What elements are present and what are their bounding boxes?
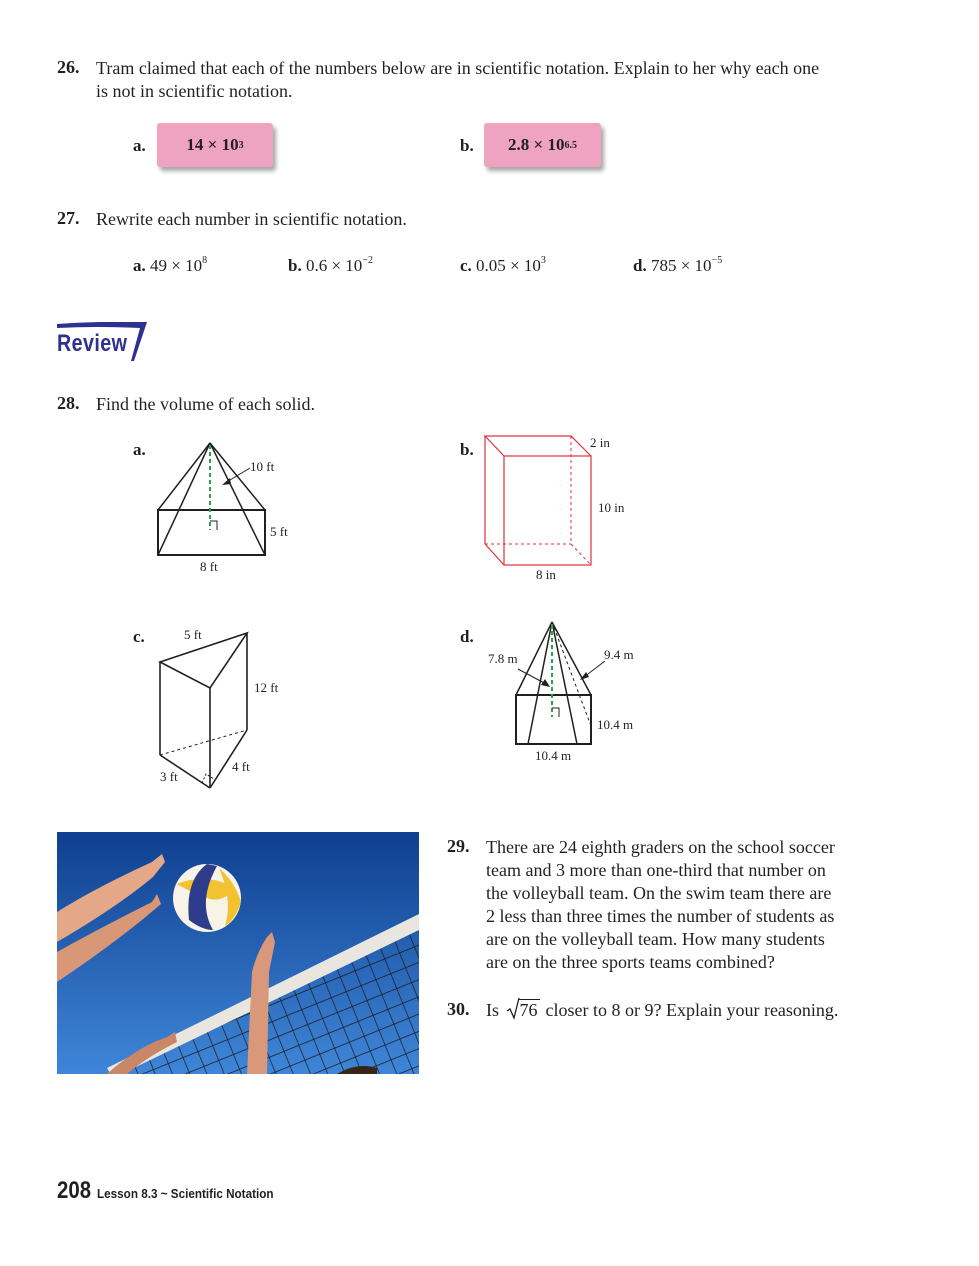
q28-a-base-label: 8 ft xyxy=(200,559,218,574)
q29-line-4: 2 less than three times the number of students as xyxy=(486,906,835,926)
sqrt-symbol-icon xyxy=(506,997,520,1021)
q26-a-label: a. xyxy=(133,136,146,155)
q30-radicand: 76 xyxy=(519,1000,538,1020)
q26-a-base: 14 × 10 xyxy=(186,135,239,154)
q29-line-5: are on the volleyball team. How many students xyxy=(486,929,825,949)
q26-b-card xyxy=(484,123,601,167)
q28-d-height-label: 7.8 m xyxy=(488,651,518,666)
question-28-number: 28. xyxy=(57,393,80,413)
question-26-line2: is not in scientific notation. xyxy=(96,81,293,101)
q27-part-d xyxy=(633,255,722,276)
q27-d-exp: −5 xyxy=(711,255,723,266)
question-30-text xyxy=(486,999,838,1022)
q28-b-label: b. xyxy=(460,440,474,459)
q26-b-exp: 6.5 xyxy=(564,139,577,151)
q28-b-width-label: 8 in xyxy=(536,567,556,582)
q28-b-figure xyxy=(478,430,648,585)
question-26-line1: Tram claimed that each of the numbers below are in scientific notation. Explain to her why each one xyxy=(96,58,820,78)
q27-a-base: 49 × 10 xyxy=(150,256,203,275)
q28-c-height-label: 12 ft xyxy=(254,680,279,695)
q27-part-b xyxy=(288,255,373,276)
q27-b-label: b. xyxy=(288,256,302,275)
q29-line-1: There are 24 eighth graders on the school soccer xyxy=(486,837,835,857)
q26-b-base: 2.8 × 10 xyxy=(508,135,565,154)
q30-post: closer to 8 or 9? Explain your reasoning. xyxy=(545,1000,839,1020)
q28-a-label: a. xyxy=(133,440,146,459)
q28-a-height-label: 5 ft xyxy=(270,524,288,539)
q28-a-figure xyxy=(150,435,310,580)
q27-part-a xyxy=(133,255,207,276)
question-27-text: Rewrite each number in scientific notation. xyxy=(96,209,407,229)
volleyball-photo xyxy=(57,832,419,1074)
question-27-number: 27. xyxy=(57,208,80,228)
q27-c-base: 0.05 × 10 xyxy=(476,256,541,275)
q30-sqrt xyxy=(506,999,540,1022)
q29-line-6: are on the three sports teams combined? xyxy=(486,952,775,972)
q26-a-card xyxy=(157,123,273,167)
q27-a-exp: 8 xyxy=(202,255,208,266)
q28-d-figure xyxy=(480,615,650,770)
q27-a-label: a. xyxy=(133,256,146,275)
question-29-text xyxy=(486,836,835,974)
q27-part-c xyxy=(460,255,546,276)
footer-lesson-title: Lesson 8.3 ~ Scientific Notation xyxy=(97,1186,274,1201)
q28-c-figure xyxy=(150,620,300,792)
q27-d-base: 785 × 10 xyxy=(650,256,712,275)
q28-c-side1-label: 3 ft xyxy=(160,769,178,784)
q28-d-base-label: 10.4 m xyxy=(535,748,572,763)
question-28-text: Find the volume of each solid. xyxy=(96,394,315,414)
q27-c-label: c. xyxy=(460,256,472,275)
q28-c-label: c. xyxy=(133,627,145,646)
q27-c-exp: 3 xyxy=(540,255,546,266)
q28-d-side-label: 10.4 m xyxy=(597,717,634,732)
q29-line-2: team and 3 more than one-third that number on xyxy=(486,860,826,880)
q28-d-slant-label: 9.4 m xyxy=(604,647,634,662)
q26-b-label: b. xyxy=(460,136,474,155)
q29-line-3: the volleyball team. On the swim team there are xyxy=(486,883,832,903)
q26-a-exp: 3 xyxy=(238,139,244,151)
review-heading: Review xyxy=(57,330,128,357)
q28-c-top-label: 5 ft xyxy=(184,627,202,642)
q27-b-base: 0.6 × 10 xyxy=(305,256,363,275)
question-26-text xyxy=(96,57,819,103)
q28-b-height-label: 10 in xyxy=(598,500,625,515)
q30-pre: Is xyxy=(486,1000,499,1020)
q28-d-label: d. xyxy=(460,627,474,646)
q28-c-side2-label: 4 ft xyxy=(232,759,250,774)
q28-b-depth-label: 2 in xyxy=(590,435,610,450)
q28-a-slant-label: 10 ft xyxy=(250,459,275,474)
question-26-number: 26. xyxy=(57,57,80,77)
question-29-number: 29. xyxy=(447,836,470,856)
page-number: 208 xyxy=(57,1177,92,1204)
question-30-number: 30. xyxy=(447,999,470,1019)
q27-d-label: d. xyxy=(633,256,647,275)
q27-b-exp: −2 xyxy=(362,255,373,266)
